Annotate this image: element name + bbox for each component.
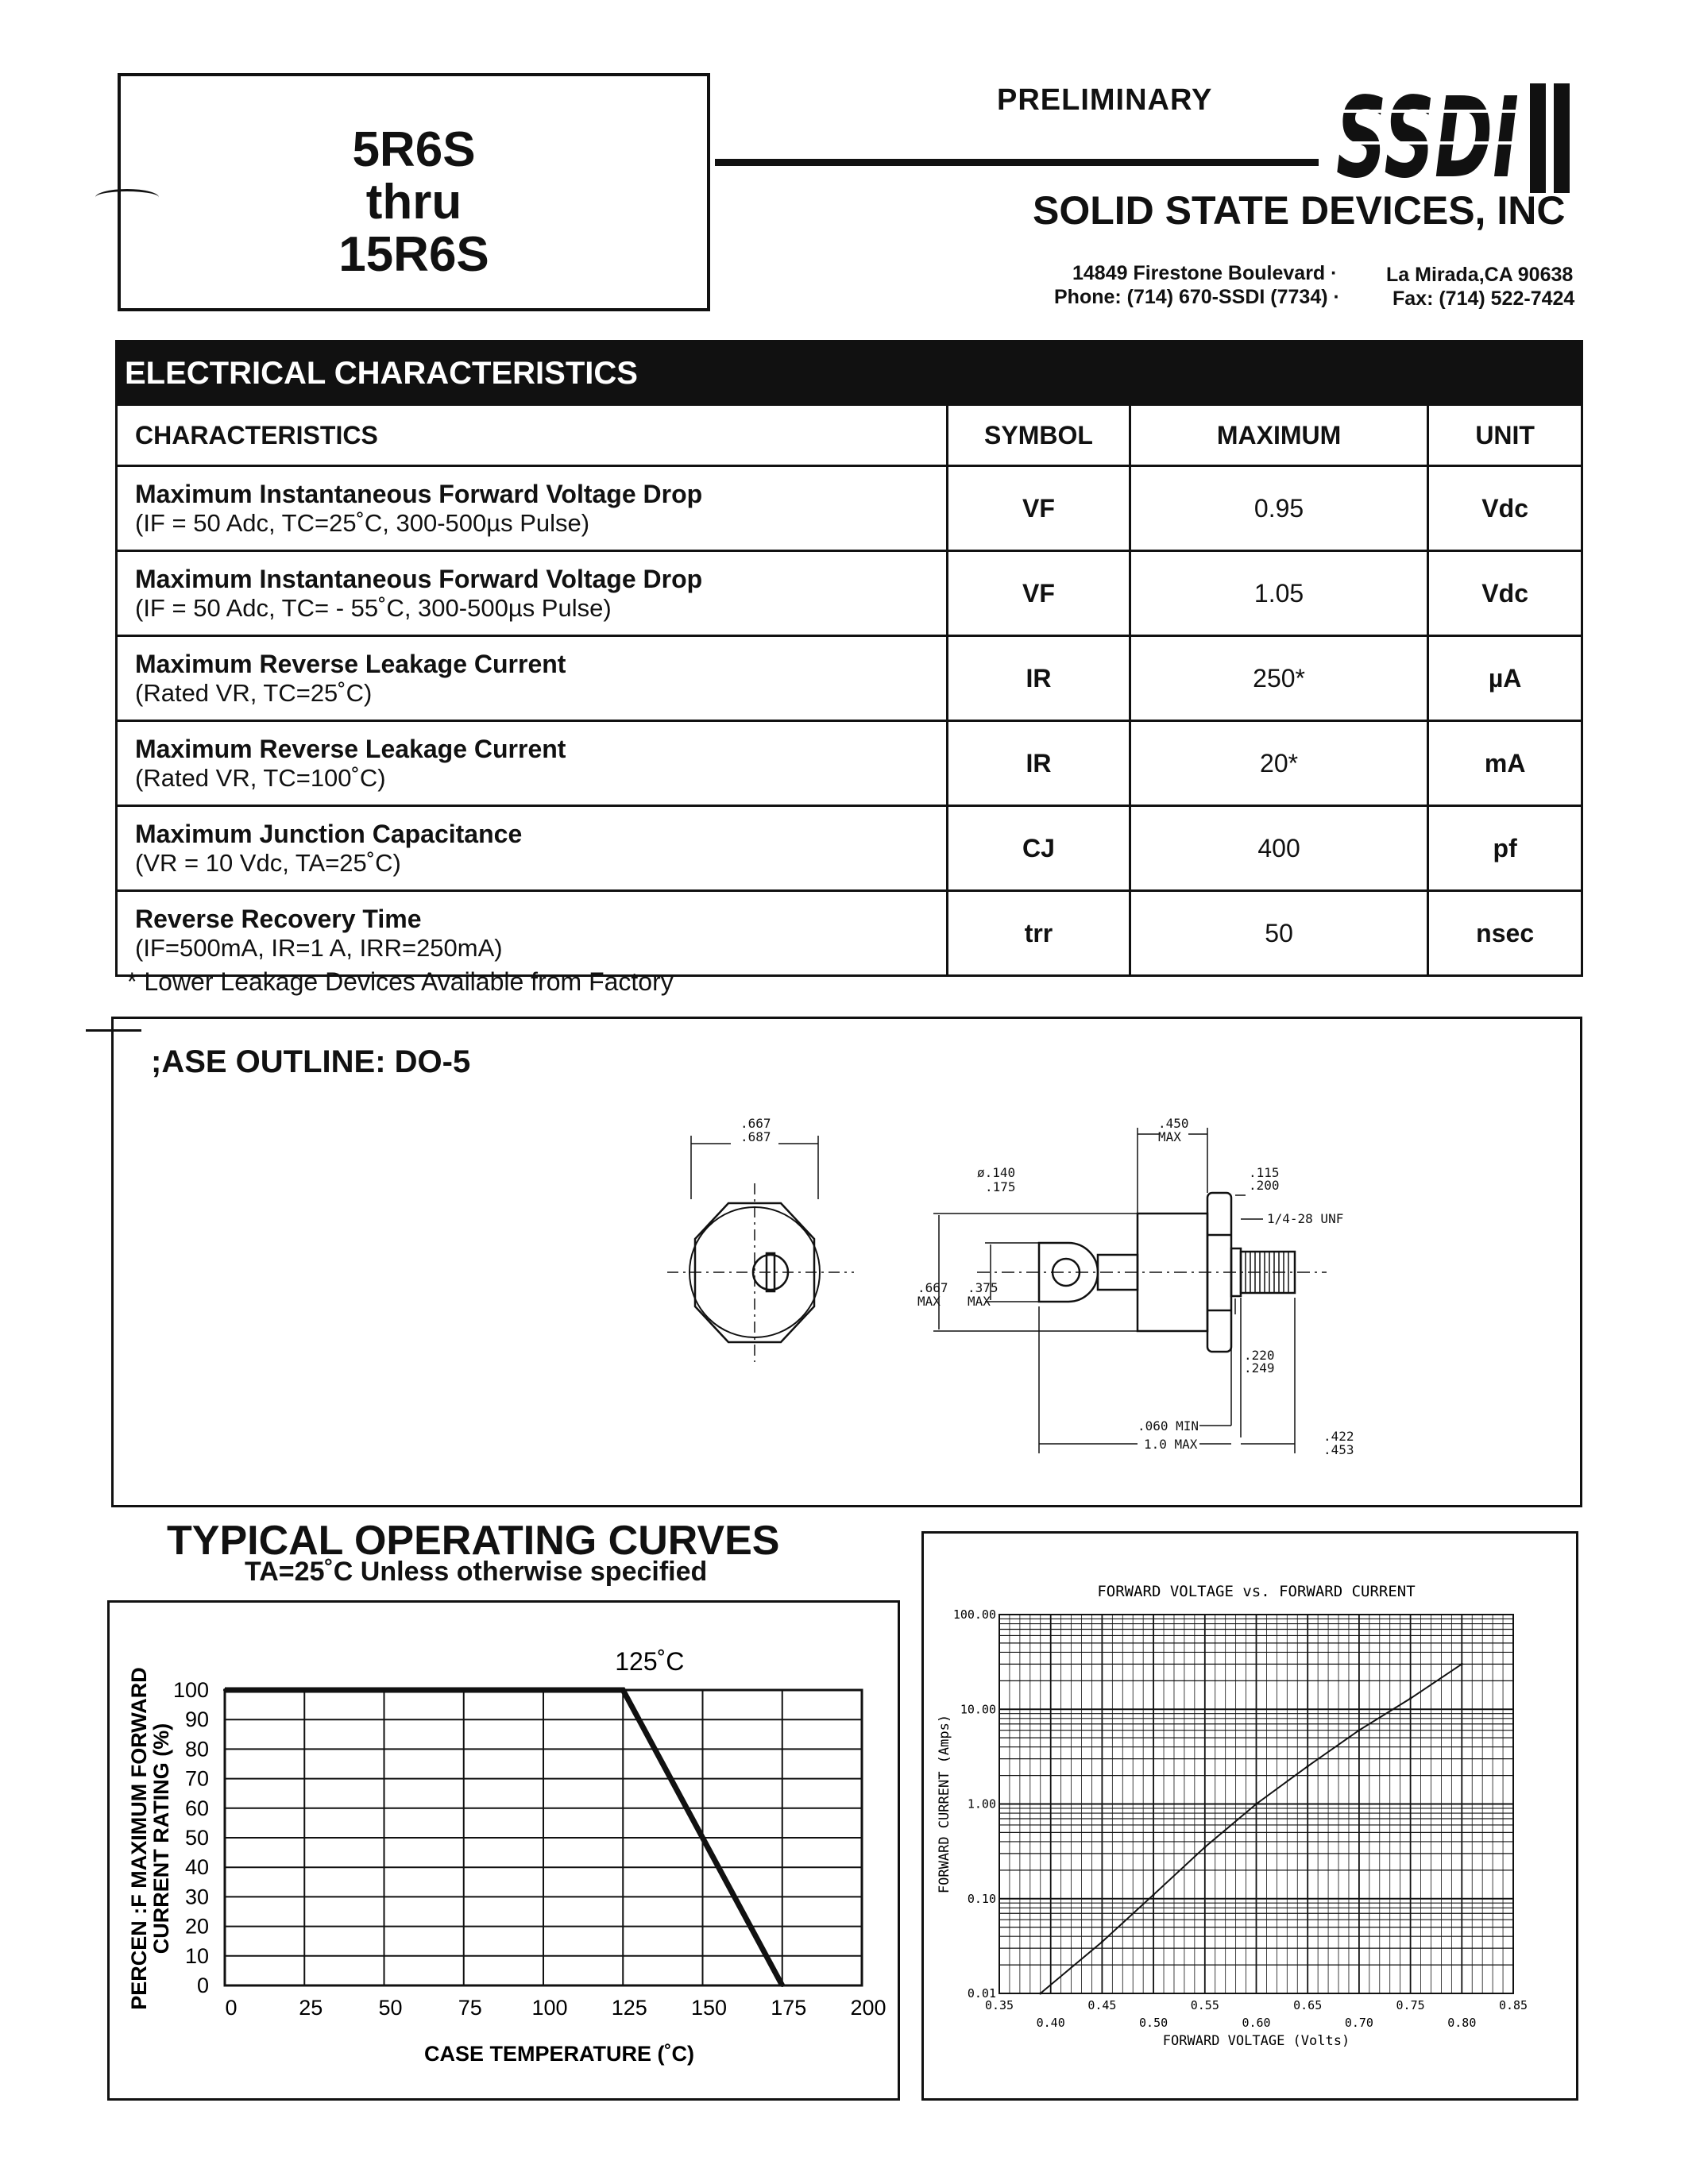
forward-point [1153, 1893, 1155, 1896]
y-tick-label: 80 [184, 1737, 209, 1761]
derating-chart [107, 1600, 900, 2101]
table-row [117, 636, 1582, 721]
y-tick-label: 70 [184, 1766, 209, 1791]
row-maximum: 50 [1130, 891, 1427, 976]
x-tick-label: 0.70 [1344, 2016, 1373, 2030]
row-maximum: 20* [1130, 721, 1427, 806]
row-title: Maximum Junction Capacitance [135, 819, 523, 848]
table-row [117, 466, 1582, 551]
address-street: 14849 Firestone Boulevard · [1072, 262, 1338, 284]
row-title: Maximum Instantaneous Forward Voltage Drop [135, 564, 703, 593]
do5-outline-drawing [651, 1104, 1446, 1477]
preliminary-label: PRELIMINARY [997, 83, 1213, 117]
row-unit: Vdc [1428, 551, 1582, 636]
ssdi-logo [1335, 74, 1597, 203]
y-tick-label: 50 [184, 1826, 209, 1850]
x-tick-label: 25 [299, 1996, 323, 2020]
curves-title: TYPICAL OPERATING CURVES [167, 1518, 780, 1564]
part-line-3: 15R6S [338, 227, 489, 282]
dim-thread-len-1: .422 [1323, 1429, 1354, 1444]
dim-thread-len-2: .453 [1323, 1442, 1354, 1457]
dim-hole-1: ø.140 [977, 1165, 1016, 1180]
scan-mark [95, 189, 159, 206]
phone-number: Phone: (714) 670-SSDI (7734) · [1054, 286, 1340, 308]
forward-point [1307, 1765, 1309, 1768]
x-tick-label: 200 [850, 1996, 886, 2020]
dim-stud-dia-1: .220 [1244, 1348, 1275, 1363]
row-title: Maximum Reverse Leakage Current [135, 649, 566, 678]
dim-lug-1: .375 [968, 1280, 999, 1295]
row-unit: Vdc [1428, 466, 1582, 551]
part-number-box [118, 73, 710, 311]
col-header-maximum: MAXIMUM [1130, 405, 1427, 466]
logo-text: SSDI [1336, 74, 1519, 203]
dim-min-len: .060 MIN [1138, 1418, 1199, 1433]
forward-point [1409, 1697, 1412, 1700]
chart-title: FORWARD VOLTAGE vs. FORWARD CURRENT [1097, 1583, 1416, 1600]
row-symbol: trr [948, 891, 1130, 976]
y-tick-label: 0 [196, 1974, 209, 1997]
derating-point [621, 1688, 624, 1692]
table-row [117, 551, 1582, 636]
dim-lug-2: MAX [968, 1294, 991, 1309]
y-tick-label: 90 [184, 1707, 209, 1732]
row-symbol: CJ [948, 806, 1130, 891]
fax-number: Fax: (714) 522-7424 [1393, 287, 1575, 310]
case-outline-title: ;ASE OUTLINE: DO-5 [151, 1044, 471, 1079]
diode-body [1138, 1214, 1207, 1331]
y-tick-label: 40 [184, 1855, 209, 1880]
part-line-1: 5R6S [352, 122, 476, 177]
forward-point [1101, 1941, 1103, 1943]
y-tick-label: 10.00 [960, 1702, 996, 1717]
y-tick-label: 20 [184, 1914, 209, 1939]
row-title: Reverse Recovery Time [135, 904, 422, 933]
row-condition: (VR = 10 Vdc, TA=25˚C) [135, 848, 401, 877]
y-axis-label-group [127, 1667, 173, 2010]
dim-hex-thick-1: .115 [1249, 1165, 1280, 1180]
derating-point [223, 1688, 226, 1692]
dim-stud-dia-2: .249 [1244, 1360, 1275, 1376]
x-tick-label: 0.80 [1447, 2016, 1477, 2030]
y-tick-label: 1.00 [967, 1796, 996, 1812]
row-maximum: 0.95 [1130, 466, 1427, 551]
derating-point [781, 1984, 784, 1987]
x-axis-label: CASE TEMPERATURE (˚C) [424, 2042, 694, 2066]
col-header-unit: UNIT [1428, 405, 1582, 466]
x-tick-label: 0 [225, 1996, 238, 2020]
part-line-2: thru [365, 175, 462, 230]
col-header-characteristics: CHARACTERISTICS [117, 405, 948, 466]
row-title: Maximum Reverse Leakage Current [135, 734, 566, 763]
row-symbol: VF [948, 551, 1130, 636]
x-tick-label: 0.75 [1396, 1998, 1425, 2012]
x-axis-label: FORWARD VOLTAGE (Volts) [1162, 2033, 1350, 2049]
forward-point [1255, 1803, 1257, 1805]
row-condition: (Rated VR, TC=100˚C) [135, 763, 386, 792]
x-tick-label: 100 [531, 1996, 568, 2020]
y-tick-label: 100 [172, 1678, 209, 1702]
x-tick-label: 125 [611, 1996, 647, 2020]
forward-point [1461, 1663, 1463, 1665]
annotation-125c: 125˚C [615, 1647, 685, 1676]
x-tick-label: 0.85 [1498, 1998, 1528, 2012]
dim-hex-thick-2: .200 [1249, 1178, 1280, 1193]
header-rule [715, 159, 1319, 166]
forward-point [1358, 1729, 1360, 1731]
dim-body-1: .450 [1158, 1116, 1189, 1131]
scan-mark-2 [86, 1029, 141, 1032]
row-condition: (IF = 50 Adc, TC=25˚C, 300-500µs Pulse) [135, 508, 590, 537]
table-header-row [117, 405, 1582, 466]
row-condition: (IF=500mA, IR=1 A, IRR=250mA) [135, 933, 503, 962]
x-tick-label: 150 [690, 1996, 728, 2020]
y-axis-label-line2: CURRENT RATING (%) [149, 1723, 173, 1954]
company-name: SOLID STATE DEVICES, INC [1033, 188, 1566, 233]
footnote: * Lower Leakage Devices Available from Factory [127, 967, 674, 996]
row-condition: (Rated VR, TC=25˚C) [135, 678, 373, 707]
electrical-table [115, 403, 1583, 977]
x-tick-label: 0.40 [1036, 2016, 1065, 2030]
dim-hole-2: .175 [985, 1179, 1016, 1194]
y-axis-label-line1: PERCEN :F MAXIMUM FORWARD [127, 1667, 151, 2010]
dim-height-1: .667 [917, 1280, 948, 1295]
y-tick-label: 0.10 [967, 1891, 996, 1906]
y-tick-label: 10 [184, 1943, 209, 1968]
table-row [117, 891, 1582, 976]
x-tick-label: 0.65 [1293, 1998, 1323, 2012]
x-tick-label: 0.50 [1139, 2016, 1168, 2030]
x-tick-label: 75 [458, 1996, 482, 2020]
table-row [117, 721, 1582, 806]
y-axis-label: FORWARD CURRENT (Amps) [937, 1714, 952, 1894]
x-tick-label: 0.55 [1190, 1998, 1219, 2012]
row-unit: pf [1428, 806, 1582, 891]
curves-subtitle: TA=25˚C Unless otherwise specified [245, 1557, 708, 1587]
col-header-symbol: SYMBOL [948, 405, 1130, 466]
table-row [117, 806, 1582, 891]
y-tick-label: 100.00 [952, 1607, 996, 1622]
x-tick-label: 0.60 [1242, 2016, 1271, 2030]
row-condition: (IF = 50 Adc, TC= - 55˚C, 300-500µs Pulse) [135, 593, 612, 622]
row-unit: µA [1428, 636, 1582, 721]
row-symbol: IR [948, 721, 1130, 806]
dim-thread: 1/4-28 UNF [1267, 1211, 1344, 1226]
dim-hex-width-1: .667 [740, 1116, 771, 1131]
y-tick-label: 0.01 [967, 1986, 996, 2001]
row-unit: mA [1428, 721, 1582, 806]
row-maximum: 250* [1130, 636, 1427, 721]
row-symbol: VF [948, 466, 1130, 551]
x-tick-label: 175 [771, 1996, 807, 2020]
row-maximum: 1.05 [1130, 551, 1427, 636]
address-city: La Mirada,CA 90638 [1386, 264, 1574, 286]
row-symbol: IR [948, 636, 1130, 721]
row-title: Maximum Instantaneous Forward Voltage Drop [135, 479, 703, 508]
dim-height-2: MAX [917, 1294, 941, 1309]
x-tick-label: 0.45 [1087, 1998, 1117, 2012]
forward-voltage-chart [921, 1531, 1578, 2101]
electrical-title: ELECTRICAL CHARACTERISTICS [115, 340, 1583, 403]
x-tick-label: 0.35 [984, 1998, 1014, 2012]
row-unit: nsec [1428, 891, 1582, 976]
forward-point [1203, 1846, 1206, 1848]
forward-point [1039, 1993, 1041, 1995]
y-tick-label: 30 [184, 1885, 209, 1909]
electrical-characteristics [115, 340, 1583, 977]
dim-body-2: MAX [1158, 1129, 1181, 1144]
y-tick-label: 60 [184, 1796, 209, 1820]
x-tick-label: 50 [378, 1996, 403, 2020]
dim-overall: 1.0 MAX [1144, 1437, 1198, 1452]
dim-hex-width-2: .687 [740, 1129, 771, 1144]
row-maximum: 400 [1130, 806, 1427, 891]
